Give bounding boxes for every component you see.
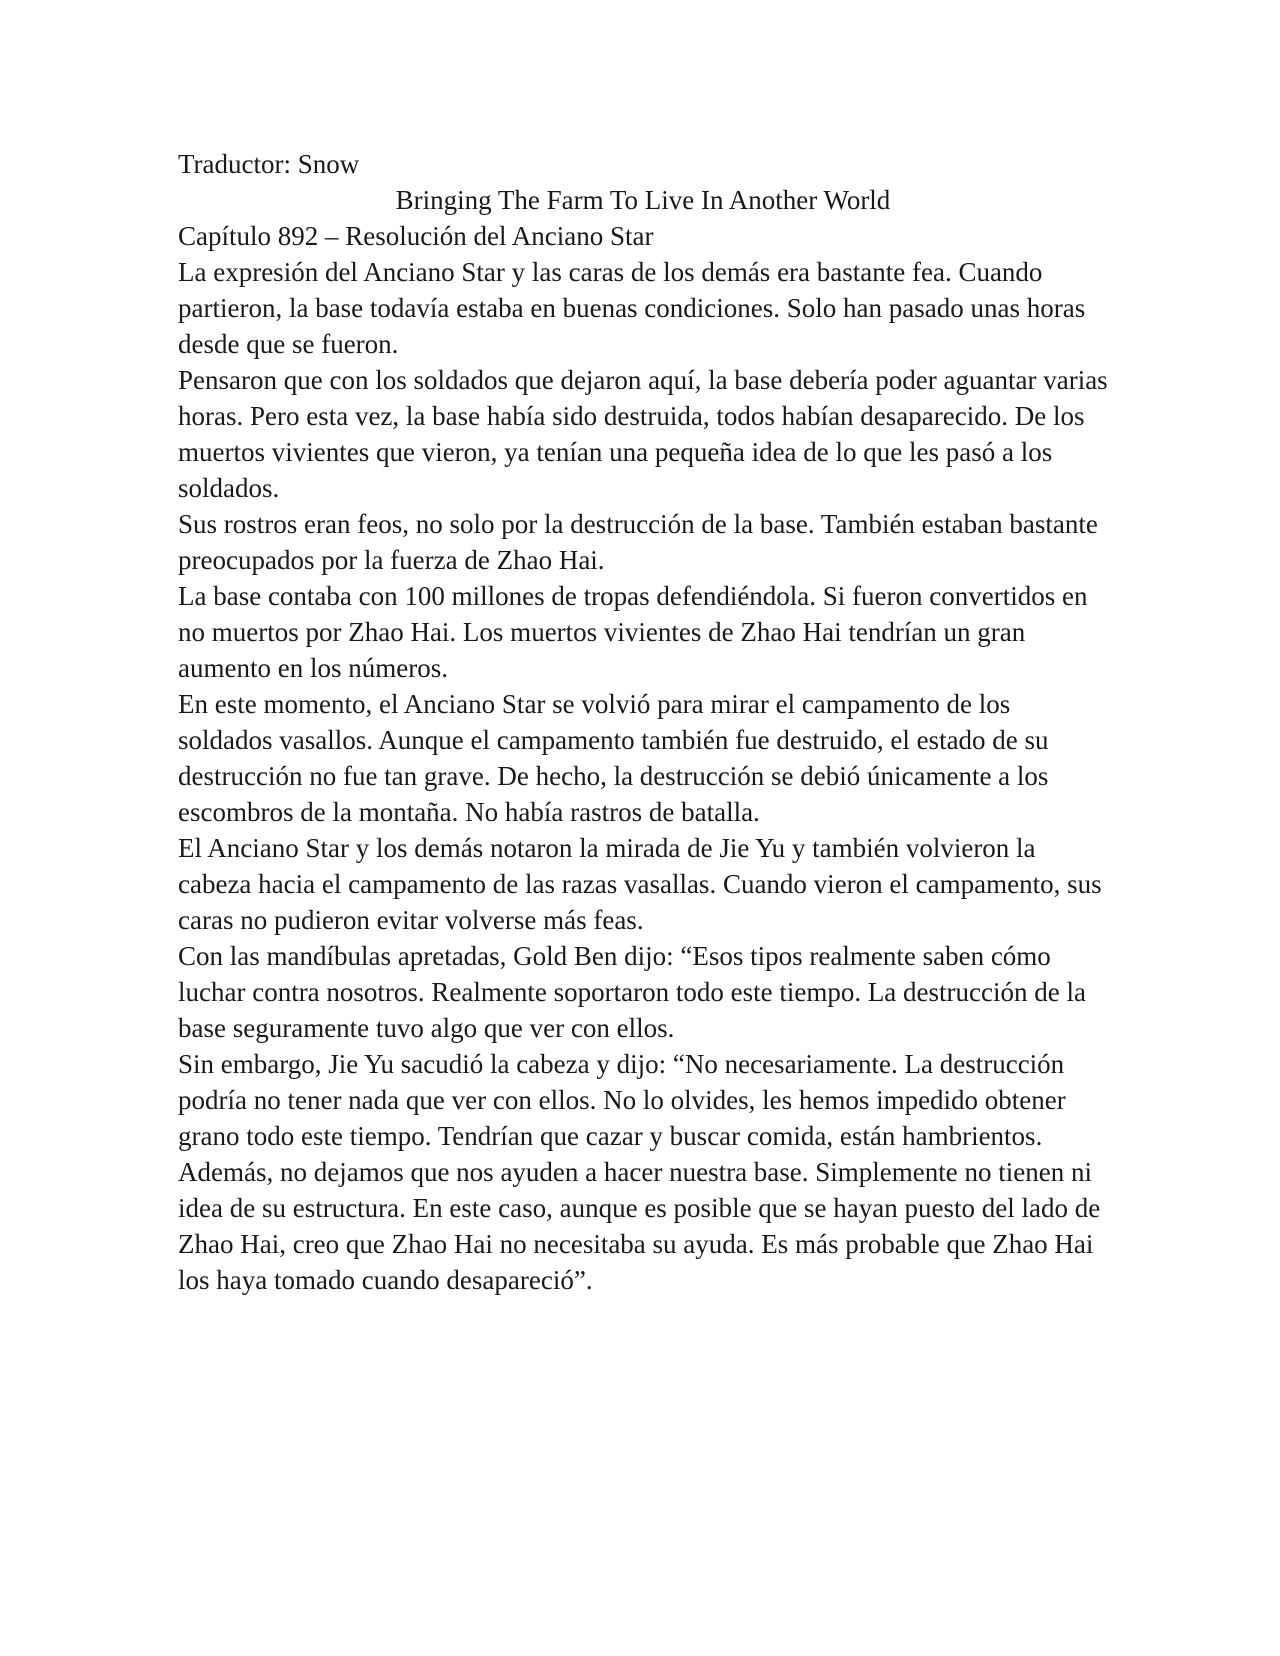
paragraph: Pensaron que con los soldados que dejaron aquí, la base debería poder aguantar varias horas. Pero esta vez, la base había sido destruida, todos habían desaparecido. De los muertos vivientes que vieron, ya tenían una pequeña idea de lo que les pasó a los soldados.	[178, 365, 1108, 503]
paragraph: El Anciano Star y los demás notaron la mirada de Jie Yu y también volvieron la cabeza hacia el campamento de las razas vasallas. Cuando vieron el campamento, sus caras no pudieron evitar volverse más feas.	[178, 833, 1102, 935]
document-content	[178, 146, 1108, 1298]
paragraph: La expresión del Anciano Star y las caras de los demás era bastante fea. Cuando partieron, la base todavía estaba en buenas condiciones. Solo han pasado unas horas desde que se fueron.	[178, 257, 1086, 359]
paragraph: Con las mandíbulas apretadas, Gold Ben dijo: “Esos tipos realmente saben cómo luchar contra nosotros. Realmente soportaron todo este tiempo. La destrucción de la base seguramente tuvo algo que ver con ellos.	[178, 941, 1086, 1043]
paragraph: La base contaba con 100 millones de tropas defendiéndola. Si fueron convertidos en no muertos por Zhao Hai. Los muertos vivientes de Zhao Hai tendrían un gran aumento en los números.	[178, 581, 1088, 683]
chapter-title: Capítulo 892 – Resolución del Anciano Star	[178, 221, 654, 251]
paragraph: Sus rostros eran feos, no solo por la destrucción de la base. También estaban bastante preocupados por la fuerza de Zhao Hai.	[178, 509, 1098, 575]
translator-credit: Traductor: Snow	[178, 149, 360, 179]
paragraph: Sin embargo, Jie Yu sacudió la cabeza y dijo: “No necesariamente. La destrucción podría no tener nada que ver con ellos. No lo olvides, les hemos impedido obtener grano todo este tiempo. Tendrían que cazar y buscar comida, están hambrientos. Además, no dejamos que nos ayuden a hacer nuestra base. Simplemente no tienen ni idea de su estructura. En este caso, aunque es posible que se hayan puesto del lado de Zhao Hai, creo que Zhao Hai no necesitaba su ayuda. Es más probable que Zhao Hai los haya tomado cuando desapareció”.	[178, 1049, 1101, 1295]
paragraph: En este momento, el Anciano Star se volvió para mirar el campamento de los soldados vasallos. Aunque el campamento también fue destruido, el estado de su destrucción no fue tan grave. De hecho, la destrucción se debió únicamente a los escombros de la montaña. No había rastros de batalla.	[178, 689, 1049, 827]
book-title: Bringing The Farm To Live In Another World	[395, 185, 891, 215]
